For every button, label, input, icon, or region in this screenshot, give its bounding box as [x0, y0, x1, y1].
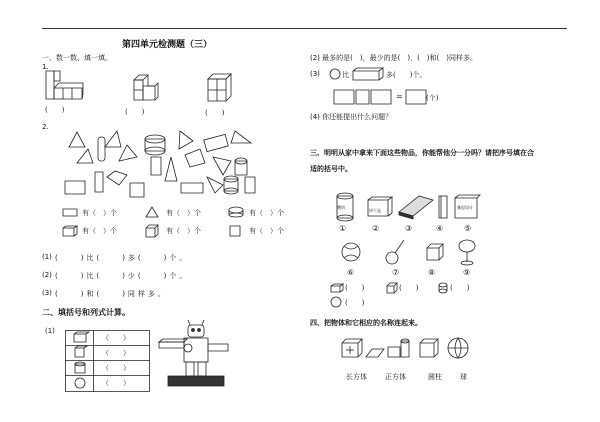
q2-number: 2. — [42, 123, 49, 131]
answer-cuboid[interactable]: ( ) — [345, 284, 365, 292]
answer-shape-cube — [386, 282, 398, 294]
scattered-shapes — [55, 127, 275, 205]
block-figure-3 — [207, 72, 233, 102]
result-box — [405, 89, 427, 105]
count-shape-rectangle — [62, 208, 78, 218]
compare-2-text[interactable]: ( )比( )少( )个。 — [55, 272, 190, 280]
right-q3-more[interactable]: 多( )个。 — [386, 71, 427, 79]
block-figure-2 — [133, 71, 159, 101]
count-shape-cylinder — [228, 206, 244, 218]
section2-q1-number: (1) — [45, 327, 55, 335]
answer-cube[interactable]: ( ) — [399, 284, 419, 292]
name-sphere[interactable]: 球 — [460, 373, 467, 381]
section4-heading: 四、把物体和它相应的名称连起来。 — [310, 319, 422, 327]
section2-heading: 二、填括号和列式计算。 — [42, 308, 130, 317]
section3-heading-line2: 适的括号中。 — [310, 165, 352, 173]
items-row-2 — [342, 238, 482, 270]
q1-blank-1[interactable]: ( ) — [45, 106, 65, 114]
table-row-4-answer[interactable]: （ ） — [102, 379, 130, 387]
item-number-6: ⑥ — [347, 268, 355, 277]
q1-blank-3[interactable]: ( ) — [205, 109, 225, 117]
compare-1-text[interactable]: ( )比( )多( )个。 — [55, 254, 190, 262]
item-number-5: ⑤ — [464, 224, 472, 233]
section1-heading: 一、数一数、填一填。 — [42, 54, 112, 62]
compare-3-text[interactable]: ( )和( )同样多。 — [55, 290, 168, 298]
name-cylinder[interactable]: 圆柱 — [428, 373, 442, 381]
block-figure-1 — [45, 68, 85, 100]
count-row1-item3[interactable]: 有（ ）个 — [249, 209, 284, 217]
right-q3-bi: 比 — [342, 71, 349, 79]
section4-objects — [340, 335, 475, 361]
right-q4-text[interactable]: (4) 你还能提出什么问题？ — [310, 113, 393, 121]
compare-3-number: (3) — [42, 289, 52, 297]
answer-cylinder[interactable]: ( ) — [450, 284, 470, 292]
item-number-7: ⑦ — [392, 268, 400, 277]
item-number-1: ① — [339, 224, 347, 233]
count-row1-item2[interactable]: 有（ ）个 — [166, 209, 201, 217]
answer-shape-cuboid — [330, 283, 344, 293]
answer-shape-sphere — [330, 296, 342, 308]
count-row1-item1[interactable]: 有（ ）个 — [82, 209, 117, 217]
count-row2-item1[interactable]: 有（ ）个 — [82, 227, 117, 235]
right-q2-text[interactable]: (2) 最多的是( )，最少的是( )，( )和( )同样多。 — [310, 54, 477, 62]
table-row-1-answer[interactable]: （ ） — [102, 334, 130, 342]
unit-label: (个) — [426, 94, 439, 102]
item2-label: 饼干盒 — [369, 208, 381, 213]
equals-sign: = — [396, 92, 403, 101]
q1-blank-2[interactable]: ( ) — [125, 108, 145, 116]
table-row-3-answer[interactable]: （ ） — [102, 364, 130, 372]
block-robot-figure — [158, 318, 238, 390]
cuboid-icon — [352, 67, 384, 81]
count-row2-item2[interactable]: 有（ ）个 — [166, 227, 201, 235]
item5-label: 雅思设计 — [457, 205, 473, 210]
page-title: 第四单元检测题（三） — [122, 40, 213, 50]
q1-number: 1. — [42, 63, 49, 71]
count-shape-triangle — [145, 206, 159, 218]
count-shape-cube — [145, 224, 159, 238]
compare-1-number: (1) — [42, 253, 52, 261]
table-row-2-answer[interactable]: （ ） — [102, 349, 130, 357]
right-q3-number: (3) — [310, 70, 320, 78]
answer-shape-cylinder — [438, 282, 448, 294]
count-shape-cuboid — [62, 225, 78, 237]
answer-sphere[interactable]: ( ) — [345, 299, 365, 307]
item-number-9: ⑨ — [463, 268, 471, 277]
section3-heading-line1: 三、明明从家中拿来下面这些物品，你能帮他分一分吗？请把序号填在合 — [310, 149, 534, 157]
count-row2-item3[interactable]: 有（ ）个 — [249, 227, 284, 235]
name-cube[interactable]: 正方体 — [385, 373, 406, 381]
item-number-3: ③ — [405, 224, 413, 233]
item-number-8: ⑧ — [428, 268, 436, 277]
item-number-2: ② — [372, 224, 380, 233]
top-rule — [42, 28, 567, 29]
count-shape-square — [228, 224, 242, 238]
name-cuboid[interactable]: 长方体 — [346, 373, 367, 381]
compare-2-number: (2) — [42, 271, 52, 279]
circle-icon — [329, 68, 341, 80]
item-number-4: ④ — [436, 224, 444, 233]
item1-label: 酸奶 — [337, 205, 345, 210]
